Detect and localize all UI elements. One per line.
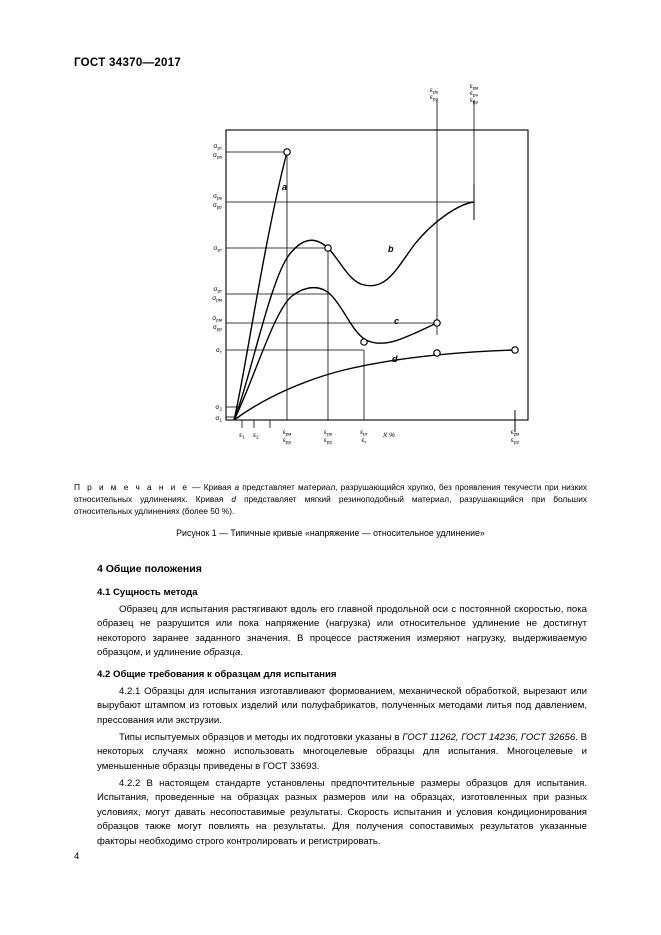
svg-text:εрр: $\varepsilon_{рр}$ [510, 437, 520, 445]
svg-text:σрв: $\sigma_{рв}$ [212, 193, 222, 201]
svg-text:εрм: $\varepsilon_{рм}$ [510, 429, 520, 437]
curve-label-b: b [388, 244, 394, 254]
svg-text:σрм: $\sigma_{рм}$ [212, 295, 222, 303]
curve-d-point [434, 350, 440, 356]
s421-text2-a: Типы испытуемых образцов и методы их подготовки указаны в [119, 732, 403, 743]
curve-label-d: d [392, 354, 398, 364]
top-labels [430, 83, 478, 105]
svg-text:εрм: $\varepsilon_{рм}$ [469, 83, 479, 91]
svg-text:εрв: $\varepsilon_{рв}$ [430, 87, 438, 95]
svg-text:X %: X % [383, 432, 395, 439]
page-header: ГОСТ 34370—2017 [74, 57, 182, 69]
s421-text2-b: . В некоторых случаях можно использовать многоцелевые образцы для испытания. Многоцелевые и уменьшенные образцы приведены в ГОСТ 33693. [97, 732, 587, 772]
note-text-2: представляет материал, разрушающийся хрупко, без проявления текучести при низких относительных удлинениях. Кривая [74, 482, 588, 505]
svg-text:εрн: $\varepsilon_{рн}$ [470, 90, 478, 98]
svg-text:εрр: $\varepsilon_{рр}$ [282, 437, 292, 445]
s41-text: Образец для испытания растягивают вдоль его главной продольной оси с постоянной скоростью, пока образец не разрушится или пока напряжение (нагрузка) или относительное удлинение не достигнут некоторого заранее заданного значения. В процессе растяжения измеряют нагрузку, выдерживаемую образцом, и удлинение [97, 604, 587, 659]
curve-d-endpoint [512, 347, 518, 353]
svg-text:εрм: $\varepsilon_{рм}$ [282, 429, 292, 437]
svg-text:εт: $\varepsilon_т$ [361, 437, 367, 445]
curve-d [234, 350, 515, 420]
x-axis-labels [239, 429, 519, 445]
figure-note [74, 481, 587, 517]
section-4-2-title: 4.2 Общие требования к образцам для испытания [97, 669, 337, 680]
section-4-2-1-paragraph-2 [97, 731, 587, 774]
svg-text:εрр: $\varepsilon_{рр}$ [323, 437, 333, 445]
curve-c-endpoint [434, 320, 440, 326]
note-curve-a: a [234, 482, 240, 492]
svg-text:εрв: $\varepsilon_{рв}$ [324, 429, 332, 437]
svg-text:σрр: $\sigma_{рр}$ [212, 324, 222, 332]
curve-a [234, 152, 287, 420]
section-4-1-paragraph [97, 603, 587, 661]
svg-text:σт: $\sigma_т$ [215, 347, 222, 355]
svg-text:σ1: $\sigma_1$ [215, 415, 222, 423]
section-4-2-1-paragraph: 4.2.1 Образцы для испытания изготавливают формованием, механической обработкой, вырезают или вырубают штампом из готовых изделий или полуфабрикатов, полученных методами литья под давлением, прессования или экструзии. [97, 686, 587, 726]
s421-refs: ГОСТ 11262, ГОСТ 14236, ГОСТ 32656 [402, 732, 576, 743]
figure-caption: Рисунок 1 — Типичные кривые «напряжение — относительное удлинение» [176, 528, 485, 538]
section-4-title: 4 Общие положения [97, 563, 202, 575]
svg-text:εрр: $\varepsilon_{рр}$ [469, 97, 479, 105]
curve-label-a: a [282, 182, 288, 192]
section-4-2-2-paragraph: 4.2.2 В настоящем стандарте установлены предпочтительные размеры образцов для испытания. Испытания, проведенные на образцах разных размеров или на образцах, изготовленных при разных условиях, могут давать несопоставимые результаты. Скорость испытания и условия кондиционирования образцов также могут повлиять на результаты. Для получения сопоставимых результатов указанные факторы необходимо строго контролировать и регистрировать. [97, 778, 587, 847]
curve-b [234, 202, 474, 420]
section-4-1-title: 4.1 Сущность метода [97, 587, 198, 598]
figure-stress-strain-curves [74, 80, 594, 470]
svg-text:εрр: $\varepsilon_{рр}$ [429, 94, 439, 102]
svg-text:σрт: $\sigma_{рт}$ [213, 286, 222, 294]
note-prefix: П р и м е ч а н и е [74, 482, 190, 492]
note-curve-d: d [231, 494, 236, 505]
svg-text:σрт: $\sigma_{рт}$ [213, 143, 222, 151]
curve-b-yield-point [325, 245, 331, 251]
page-number: 4 [74, 851, 80, 862]
plot-frame [226, 130, 528, 420]
s41-text-italic: образца [203, 647, 241, 659]
svg-text:σрр: $\sigma_{рр}$ [212, 202, 222, 210]
note-text-3: представляет мягкий резиноподобный материал, разрушающийся при больших относительных удлинениях (более 50 %). [74, 494, 587, 517]
figure-svg [74, 80, 594, 470]
svg-text:σрв: $\sigma_{рв}$ [212, 152, 222, 160]
svg-text:ε2: $\varepsilon_2$ [253, 432, 259, 440]
svg-text:ε1: $\varepsilon_1$ [239, 432, 245, 440]
note-text-1: — Кривая [189, 482, 235, 492]
curve-a-endpoint [284, 149, 290, 155]
svg-text:σрм: $\sigma_{рм}$ [212, 315, 222, 323]
s41-text-end: . [240, 647, 244, 659]
curve-c-point [361, 339, 367, 345]
curve-label-c: c [394, 316, 400, 326]
svg-text:σрт: $\sigma_{рт}$ [213, 245, 222, 253]
svg-text:σ2: $\sigma_2$ [215, 404, 222, 412]
svg-text:εрт: $\varepsilon_{рт}$ [360, 429, 368, 437]
y-axis-labels [212, 143, 223, 423]
